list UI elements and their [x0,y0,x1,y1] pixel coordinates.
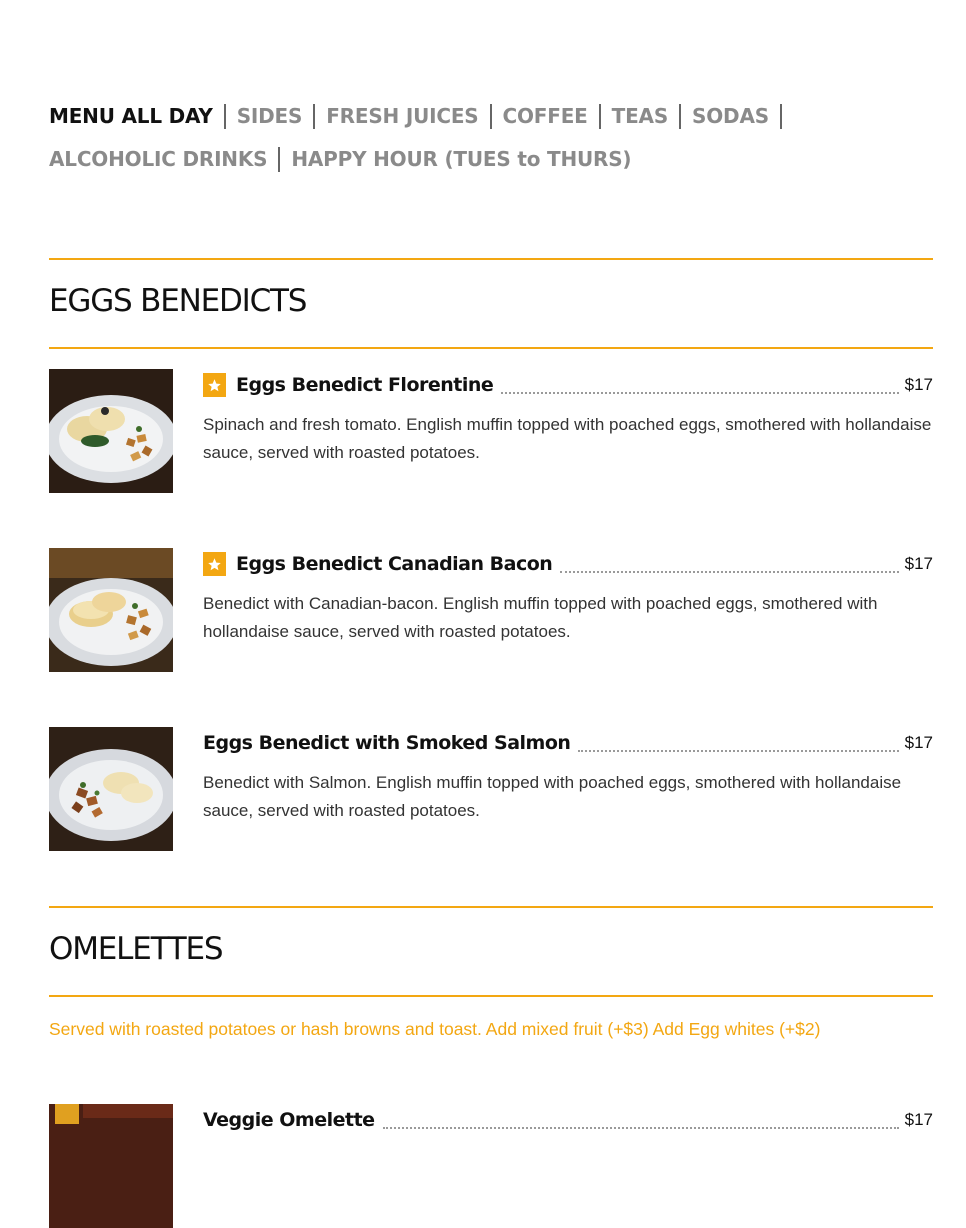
menu-item-body [203,1104,933,1136]
menu-item-body [203,548,933,646]
section-title-omelettes: OMELETTES [49,931,223,967]
nav-item-alcoholic-drinks[interactable]: ALCOHOLIC DRINKS [49,147,268,171]
menu-item-price: $17 [904,375,933,394]
menu-item-description: Spinach and fresh tomato. English muffin topped with poached eggs, smothered with hollandaise sauce, served with roasted potatoes. [203,415,932,462]
dotted-leader [501,392,898,394]
menu-item-name: Eggs Benedict Canadian Bacon [236,553,553,575]
nav-item-fresh-juices[interactable]: FRESH JUICES [326,104,479,128]
dish-photo-image [49,548,173,672]
menu-item-name: Eggs Benedict Florentine [236,374,494,396]
nav-item-teas[interactable]: TEAS [611,104,669,128]
dish-photo[interactable] [49,369,173,493]
section-divider-top [49,906,933,908]
menu-item-price: $17 [904,1110,933,1129]
menu-item-header [203,369,933,401]
menu-category-nav [49,100,933,186]
menu-item-price: $17 [904,554,933,573]
dotted-leader [578,750,898,752]
menu-item-description: Benedict with Salmon. English muffin topped with poached eggs, smothered with hollandaise sauce, served with roasted potatoes. [203,773,902,820]
star-icon [203,552,226,576]
menu-item-body [203,727,933,825]
menu-nav-row-2 [49,143,933,175]
menu-item-eggs-benedict-smoked-salmon[interactable] [49,727,933,851]
menu-item-price: $17 [904,733,933,752]
section-divider-bottom [49,995,933,997]
menu-item-name: Eggs Benedict with Smoked Salmon [203,732,571,754]
nav-separator [490,104,492,129]
section-divider-top [49,258,933,260]
nav-separator [278,147,280,172]
star-icon [203,373,226,397]
menu-item-header [203,727,933,759]
menu-item-header [203,1104,933,1136]
nav-item-sides[interactable]: SIDES [236,104,303,128]
dish-photo-image [49,369,173,493]
menu-item-veggie-omelette[interactable] [49,1104,933,1228]
nav-item-sodas[interactable]: SODAS [692,104,769,128]
menu-item-header [203,548,933,580]
menu-item-name: Veggie Omelette [203,1109,375,1131]
nav-item-menu-all-day[interactable]: MENU ALL DAY [49,104,213,128]
nav-separator [679,104,681,129]
dish-photo[interactable] [49,1104,173,1228]
section-divider-bottom [49,347,933,349]
menu-item-eggs-benedict-florentine[interactable] [49,369,933,493]
nav-separator [599,104,601,129]
section-title-eggs-benedicts: EGGS BENEDICTS [49,283,307,319]
menu-item-description: Benedict with Canadian-bacon. English muffin topped with poached eggs, smothered with hollandaise sauce, served with roasted potatoes. [203,594,878,641]
nav-item-coffee[interactable]: COFFEE [502,104,588,128]
dish-photo-image [49,1104,173,1228]
nav-item-happy-hour[interactable]: HAPPY HOUR (TUES to THURS) [291,147,632,171]
omelettes-note: Served with roasted potatoes or hash browns and toast. Add mixed fruit (+$3) Add Egg whites (+$2) [49,1019,821,1039]
nav-separator [780,104,782,129]
dotted-leader [560,571,898,573]
dish-photo[interactable] [49,727,173,851]
nav-separator [224,104,226,129]
dish-photo[interactable] [49,548,173,672]
dish-photo-image [49,727,173,851]
menu-nav-row-1 [49,100,933,132]
menu-item-eggs-benedict-canadian-bacon[interactable] [49,548,933,672]
dotted-leader [383,1127,899,1129]
menu-item-body [203,369,933,467]
nav-separator [313,104,315,129]
